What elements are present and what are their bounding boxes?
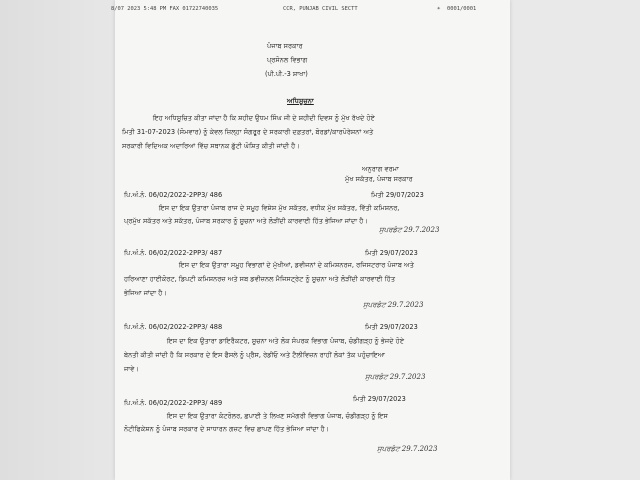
endorsement-1-line-2: ਪ੍ਰਮੁੱਖ ਸਕੱਤਰ ਅਤੇ ਸਕੱਤਰ, ਪੰਜਾਬ ਸਰਕਾਰ ਨੂੰ ਸੂਚਨਾ ਅਤੇ ਲੋੜੀਂਦੀ ਕਾਰਵਾਈ ਹਿੱਤ ਭੇਜਿਆ ਜਾਂਦਾ ਹੈ।	[124, 217, 368, 225]
fax-office: CCR, PUNJAB CIVIL SECTT	[283, 6, 358, 12]
notification-title: ਅਧਿਸੂਚਨਾ	[287, 97, 314, 105]
body-line-1: ਇਹ ਅਧਿਸੂਚਿਤ ਕੀਤਾ ਜਾਂਦਾ ਹੈ ਕਿ ਸ਼ਹੀਦ ਉਧਮ ਸਿੰਘ ਜੀ ਦੇ ਸ਼ਹੀਦੀ ਦਿਵਸ ਨੂੰ ਮੁੱਖ ਰੱਖਦੇ ਹੋਏ	[153, 114, 375, 122]
endorsement-1-line-1: ਇਸ ਦਾ ਇਕ ਉਤਾਰਾ ਪੰਜਾਬ ਰਾਜ ਦੇ ਸਮੂਹ ਵਿਸ਼ੇਸ਼ ਮੁੱਖ ਸਕੱਤਰ, ਵਧੀਕ ਮੁੱਖ ਸਕੱਤਰ, ਵਿੱਤੀ ਕਮਿਸ਼ਨਰ,	[159, 204, 400, 212]
endorsement-3-line-2: ਬੇਨਤੀ ਕੀਤੀ ਜਾਂਦੀ ਹੈ ਕਿ ਸਰਕਾਰ ਦੇ ਇਸ ਫੈਸਲੇ ਨੂੰ ਪ੍ਰੈਸ, ਰੇਡੀਓ ਅਤੇ ਟੈਲੀਵਿਜ਼ਨ ਰਾਹੀਂ ਲੋਕਾਂ ਤੱਕ ਪਹੁੰਚਾਇਆ	[124, 351, 386, 359]
endorsement-2-date: ਮਿਤੀ 29/07/2023	[365, 249, 418, 257]
signatory-name: ਅਨੁਰਾਗ ਵਰਮਾ	[362, 165, 399, 173]
endorsement-4-line-1: ਇਸ ਦਾ ਇਕ ਉਤਾਰਾ ਕੰਟਰੋਲਰ, ਛਪਾਈ ਤੇ ਲਿਖਣ ਸਮੱਗਰੀ ਵਿਭਾਗ ਪੰਜਾਬ, ਚੰਡੀਗੜ੍ਹ ਨੂੰ ਇਸ	[167, 412, 388, 420]
signatory-designation: ਮੁੱਖ ਸਕੱਤਰ, ਪੰਜਾਬ ਸਰਕਾਰ	[345, 175, 413, 183]
fax-datetime: 8/07 2023 5:48 PM FAX 01722740035	[111, 6, 219, 12]
fax-header	[111, 6, 510, 16]
endorsement-2-signature: ਸੁਪਰਡੰਟ 29.7.2023	[363, 301, 424, 309]
endorsement-1-signature: ਸੁਪਰਡੰਟ 29.7.2023	[379, 226, 440, 234]
endorsement-3-line-1: ਇਸ ਦਾ ਇਕ ਉਤਾਰਾ ਡਾਇਰੈਕਟਰ, ਸੂਚਨਾ ਅਤੇ ਲੋਕ ਸੰਪਰਕ ਵਿਭਾਗ ਪੰਜਾਬ, ਚੰਡੀਗੜ੍ਹ ਨੂੰ ਭੇਜਦੇ ਹੋਏ	[167, 337, 405, 345]
endorsement-4-date: ਮਿਤੀ 29/07/2023	[353, 395, 406, 403]
issuer-government: ਪੰਜਾਬ ਸਰਕਾਰ	[267, 42, 303, 50]
background-left	[0, 0, 128, 480]
endorsement-3-ref: ਪਿ.ਅੰ.ਨੰ. 06/02/2022-2PP3/ 488	[124, 323, 223, 331]
endorsement-3-date: ਮਿਤੀ 29/07/2023	[365, 323, 418, 331]
endorsement-4-line-2: ਨੋਟੀਫਿਕੇਸ਼ਨ ਨੂੰ ਪੰਜਾਬ ਸਰਕਾਰ ਦੇ ਸਾਧਾਰਨ ਗਜ਼ਟ ਵਿਚ ਛਾਪਣ ਹਿੱਤ ਭੇਜਿਆ ਜਾਂਦਾ ਹੈ।	[124, 425, 330, 433]
body-line-3: ਸਰਕਾਰੀ ਵਿਦਿਅਕ ਅਦਾਰਿਆਂ ਵਿੱਚ ਸਥਾਨਕ ਛੁੱਟੀ ਘੋਸ਼ਿਤ ਕੀਤੀ ਜਾਂਦੀ ਹੈ।	[122, 142, 300, 150]
issuer-branch: (ਪੀ.ਪੀ.-3 ਸ਼ਾਖਾ)	[265, 70, 308, 78]
endorsement-3-signature: ਸੁਪਰਡੰਟ 29.7.2023	[365, 373, 426, 381]
endorsement-2-line-2: ਹਰਿਆਣਾ ਹਾਈਕੋਰਟ, ਡਿਪਟੀ ਕਮਿਸ਼ਨਰਜ਼ ਅਤੇ ਸਬ ਡਵੀਜ਼ਨਲ ਮੈਜਿਸਟ੍ਰੇਟ ਨੂੰ ਸੂਚਨਾ ਅਤੇ ਲੋੜੀਂਦੀ ਕਾਰਵਾਈ ਹਿੱਤ	[124, 275, 396, 283]
endorsement-2-line-1: ਇਸ ਦਾ ਇਕ ਉਤਾਰਾ ਸਮੂਹ ਵਿਭਾਗਾਂ ਦੇ ਮੁੱਖੀਆਂ, ਡਵੀਜਨਾਂ ਦੇ ਕਮਿਸ਼ਨਰਜ, ਰਜਿਸਟਰਾਰ ਪੰਜਾਬ ਅਤੇ	[179, 261, 414, 269]
endorsement-2-ref: ਪਿ.ਅੰ.ਨੰ. 06/02/2022-2PP3/ 487	[124, 249, 223, 257]
endorsement-3-line-3: ਜਾਵੇ।	[124, 365, 139, 373]
endorsement-4-ref: ਪਿ.ਅੰ.ਨੰ. 06/02/2022-2PP3/ 489	[124, 399, 223, 407]
endorsement-1-date: ਮਿਤੀ 29/07/2023	[371, 191, 424, 199]
endorsement-2-line-3: ਭੇਜਿਆ ਜਾਂਦਾ ਹੈ।	[124, 289, 167, 297]
fax-pages-icon: ☀	[437, 6, 441, 12]
endorsement-1-ref: ਪਿ.ਅੰ.ਨੰ. 06/02/2022-2PP3/ 486	[124, 191, 223, 199]
body-line-2: ਮਿਤੀ 31-07-2023 (ਸੋਮਵਾਰ) ਨੂੰ ਕੇਵਲ ਜ਼ਿਲ੍ਹਾ ਸੰਗਰੂਰ ਦੇ ਸਰਕਾਰੀ ਦਫ਼ਤਰਾਂ, ਬੋਰਡਾਂ/ਕਾਰਪੋਰੇਸ਼ਨਾਂ ਅਤੇ	[122, 128, 374, 136]
endorsement-4-signature: ਸੁਪਰਡੰਟ 29.7.2023	[377, 445, 438, 453]
fax-pages: 0001/0001	[447, 6, 477, 12]
issuer-department: ਪ੍ਰਸੋਨਲ ਵਿਭਾਗ	[267, 56, 308, 64]
document-page	[111, 0, 510, 480]
